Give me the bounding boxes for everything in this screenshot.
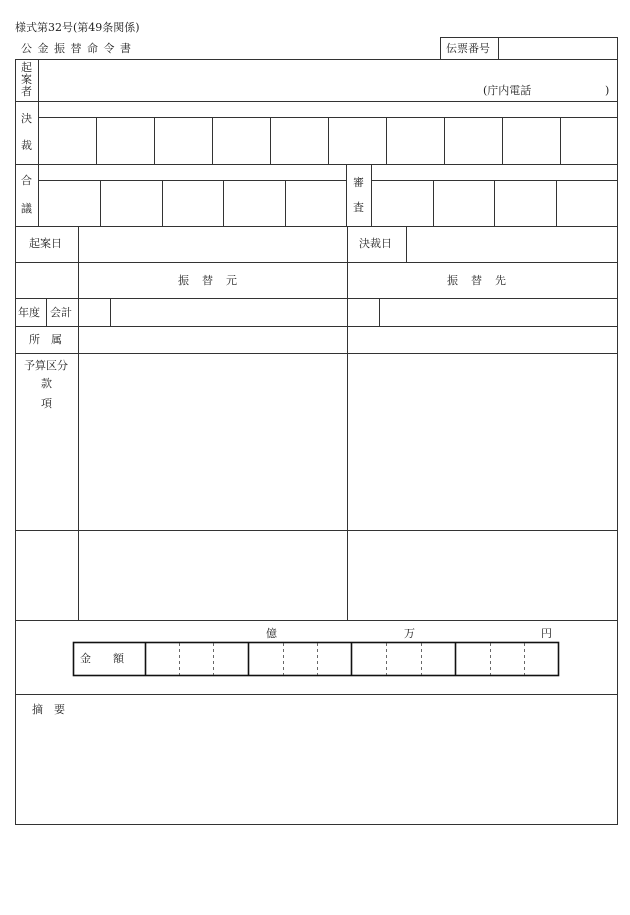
- drafter-label-char: 起: [21, 61, 32, 74]
- form-header: 様式第32号(第49条関係): [15, 21, 140, 34]
- decision-label-char: 裁: [21, 139, 32, 152]
- review-label-char: 査: [353, 201, 364, 214]
- draft-date-label: 起案日: [29, 237, 62, 250]
- drafter-label: [21, 62, 32, 98]
- draft-date-field[interactable]: [80, 228, 346, 261]
- summary-label: 摘 要: [32, 703, 65, 716]
- decision-label-char: 決: [21, 112, 32, 125]
- consultation-label-char: 議: [21, 202, 32, 215]
- transfer-to-label: 振 替 先: [447, 274, 507, 287]
- drafter-label-char: 案: [21, 73, 32, 86]
- slip-number-label: 伝票番号: [446, 42, 490, 55]
- decision-date-label: 決裁日: [359, 237, 392, 250]
- budget-kou-label: 項: [41, 397, 52, 410]
- phone-close: ): [605, 84, 610, 97]
- review-label-char: 審: [353, 176, 364, 189]
- drafter-label-char: 者: [21, 85, 32, 98]
- form-title: 公 金 振 替 命 令 書: [21, 42, 132, 55]
- affiliation-label: 所 属: [29, 333, 62, 346]
- unit-man-label: 万: [404, 627, 415, 640]
- unit-oku-label: 億: [266, 627, 277, 640]
- fiscal-year-label: 年度: [18, 306, 40, 319]
- amount-label: 金 額: [80, 652, 124, 665]
- consultation-label-char: 合: [21, 174, 32, 187]
- decision-date-field[interactable]: [408, 228, 616, 261]
- budget-label: 予算区分: [24, 359, 68, 372]
- amount-field[interactable]: [147, 644, 557, 674]
- account-label: 会計: [50, 306, 72, 319]
- budget-kan-label: 款: [41, 377, 52, 390]
- transfer-from-label: 振 替 元: [178, 274, 238, 287]
- unit-en-label: 円: [541, 627, 552, 640]
- summary-field[interactable]: [17, 720, 615, 822]
- phone-label: (庁内電話: [483, 84, 532, 97]
